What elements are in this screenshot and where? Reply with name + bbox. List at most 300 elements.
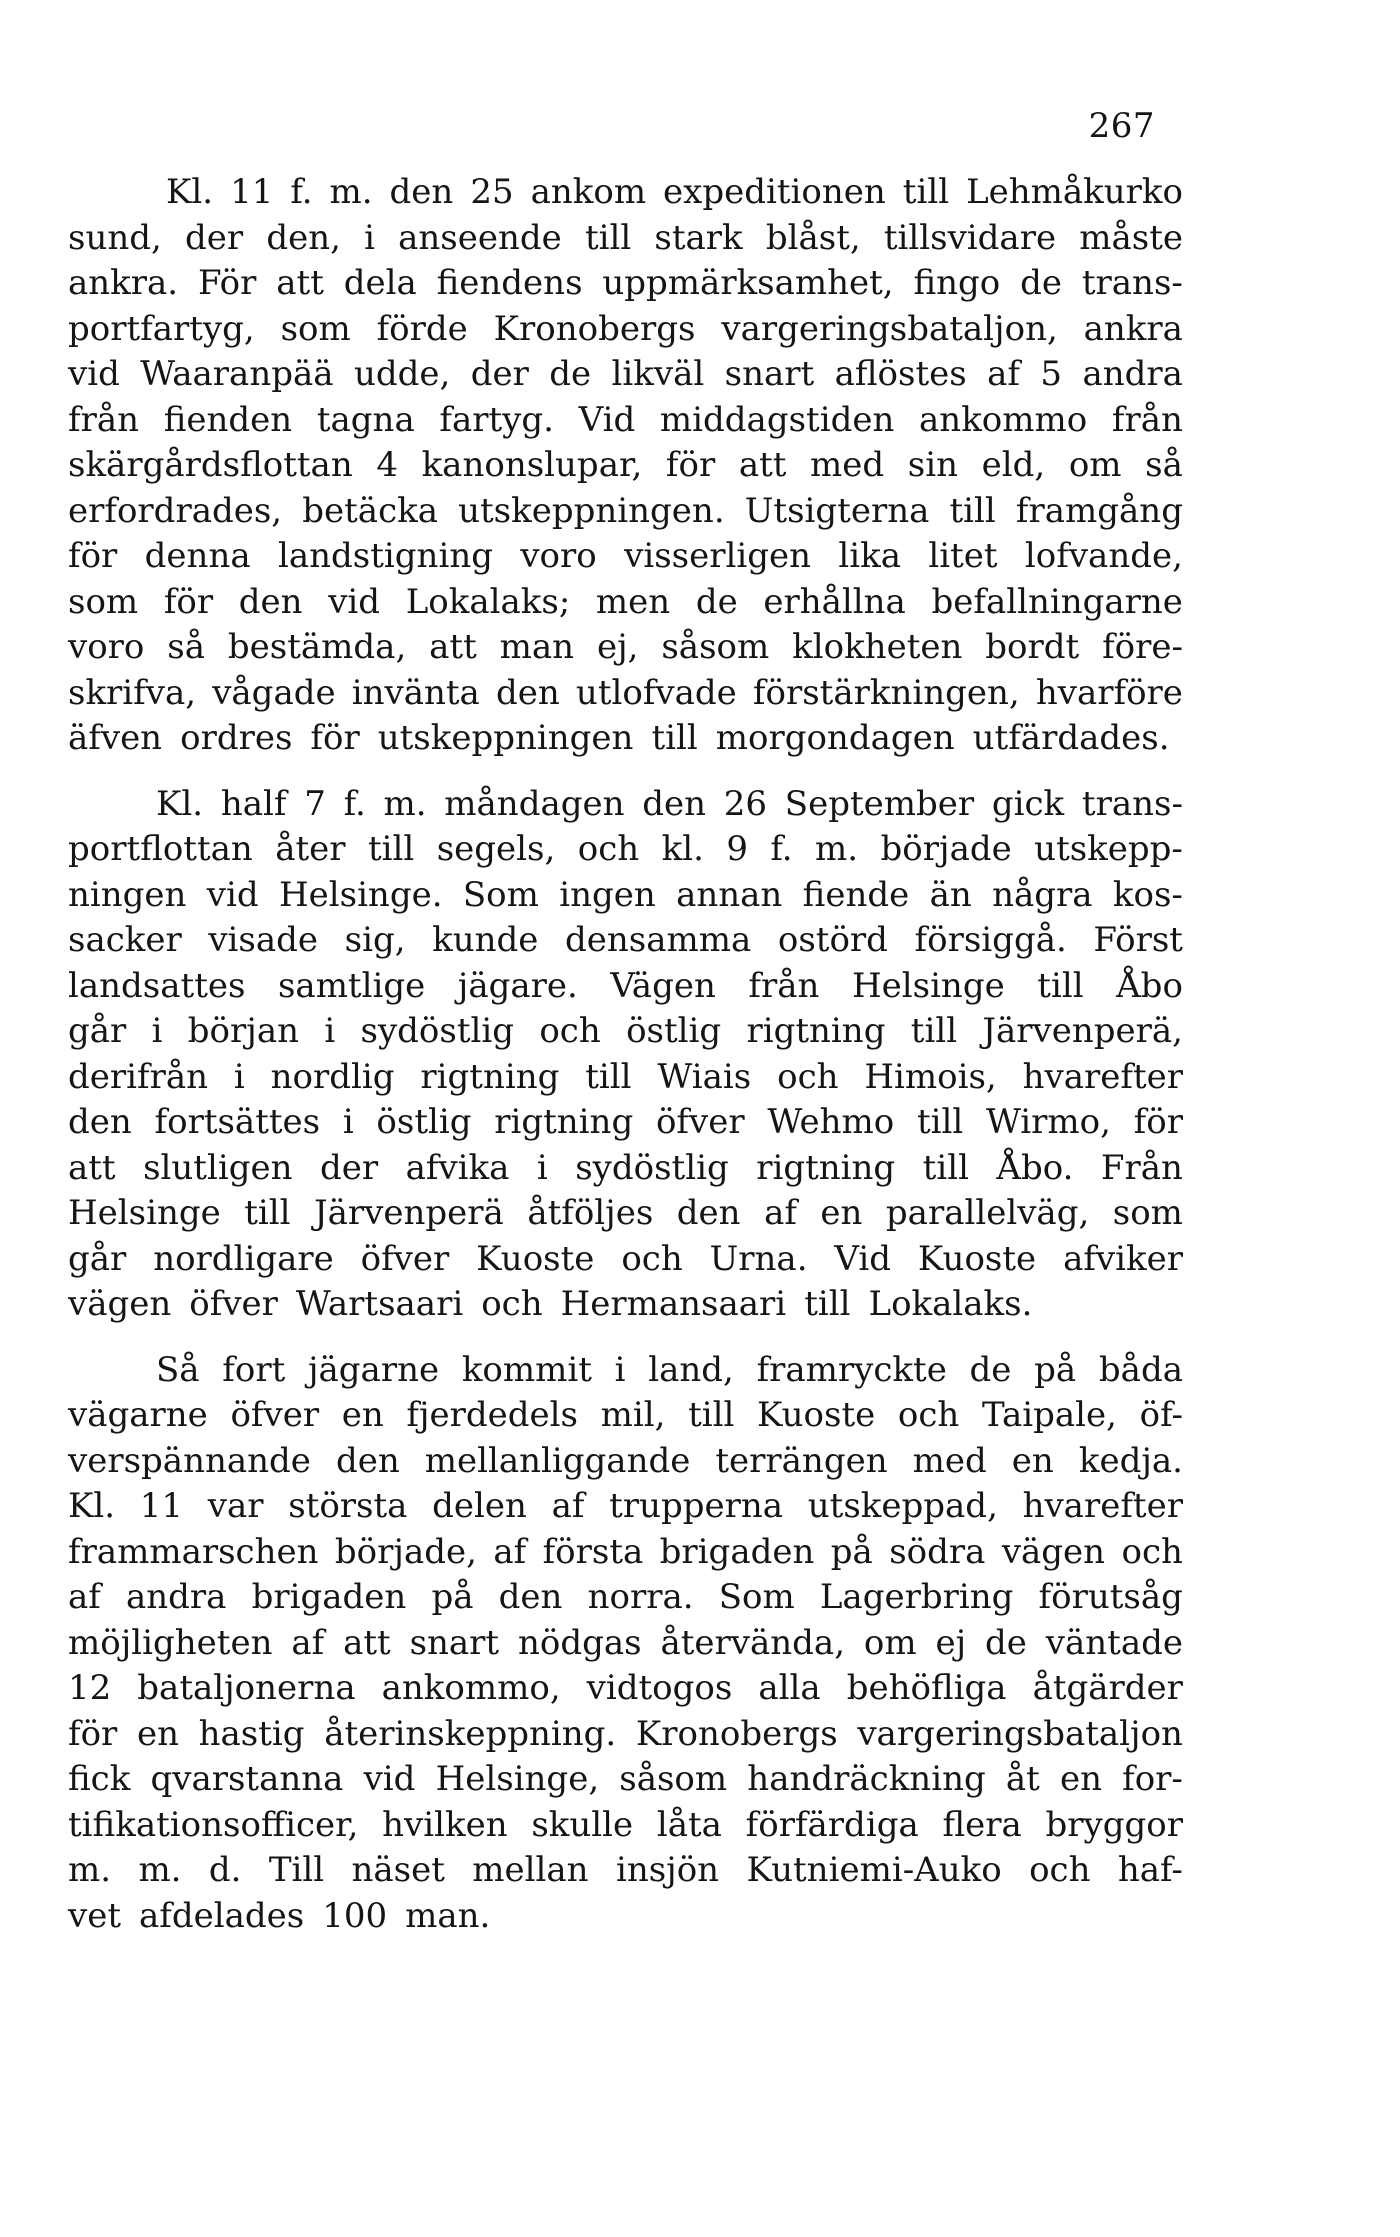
word: landstigning	[277, 536, 493, 576]
word: hastig	[198, 1713, 305, 1754]
text-line	[68, 1100, 1183, 1146]
word: sin	[907, 445, 959, 485]
word: möjligheten	[68, 1622, 273, 1663]
word: en	[341, 1395, 384, 1435]
word: udde,	[353, 354, 451, 394]
word: Helsinge,	[435, 1759, 600, 1799]
word: Lagerbring	[819, 1577, 1014, 1617]
word: erfordrades,	[68, 490, 283, 531]
word: för	[1133, 1102, 1183, 1142]
word: en	[136, 1713, 179, 1754]
word: en	[820, 1193, 863, 1233]
word: äfven	[68, 718, 163, 758]
word: åtgärder	[1032, 1668, 1183, 1708]
word: ankra.	[68, 263, 179, 303]
word: fort	[222, 1349, 286, 1390]
word: Kl.	[156, 783, 204, 824]
word: vägen	[68, 1284, 172, 1324]
word: försiggå.	[914, 920, 1067, 960]
word: Järvenperä,	[982, 1011, 1183, 1051]
word: öfver	[360, 1238, 450, 1279]
word: 5	[1040, 354, 1063, 394]
word: litet	[928, 536, 998, 576]
word: måste	[1079, 217, 1183, 258]
text-line	[68, 1712, 1183, 1758]
word: afvika	[405, 1147, 510, 1188]
word: f.	[343, 783, 366, 824]
word: Wirmo,	[985, 1102, 1111, 1142]
word: annan	[676, 874, 783, 915]
word: nödgas	[517, 1622, 642, 1663]
word: Helsinge	[68, 1193, 221, 1233]
word: bestämda,	[227, 627, 407, 667]
word: blåst,	[765, 217, 861, 258]
word: och	[1029, 1850, 1091, 1890]
word: Kl.	[166, 172, 214, 212]
text-line	[68, 1894, 1183, 1940]
text-line	[68, 1282, 1183, 1328]
paragraph	[68, 170, 1183, 762]
word: och	[1121, 1531, 1183, 1572]
text-line	[68, 1191, 1183, 1237]
word: Hermansaari	[560, 1284, 787, 1324]
word: för	[665, 445, 716, 485]
word: 9	[726, 829, 748, 869]
word: den	[498, 1577, 563, 1617]
word: näset	[351, 1850, 445, 1890]
word: till	[584, 217, 632, 258]
word: de	[1020, 263, 1063, 303]
word: på	[1034, 1349, 1077, 1390]
word: från	[68, 399, 140, 440]
word: likväl	[611, 354, 705, 394]
word: fjerdedels	[406, 1395, 578, 1435]
word: utfärdades.	[972, 718, 1170, 758]
word: den	[495, 672, 560, 713]
word: den	[676, 1193, 741, 1233]
text-line	[68, 1848, 1183, 1894]
word: förstärkningen,	[752, 672, 1020, 713]
word: hvarefter	[1022, 1486, 1183, 1526]
text-line	[68, 671, 1183, 717]
word: tillsvidare	[883, 217, 1057, 258]
word: mellan	[472, 1850, 589, 1890]
word: visade	[208, 920, 319, 960]
word: Lehmåkurko	[966, 172, 1183, 212]
word: fingo	[913, 263, 1001, 303]
word: tagna	[316, 399, 415, 440]
word: lika	[838, 536, 901, 576]
word: m.	[138, 1850, 182, 1890]
word: så	[1145, 445, 1183, 485]
word: för	[163, 581, 214, 622]
word: började,	[334, 1531, 477, 1572]
word: till	[244, 1193, 291, 1233]
word: återvända,	[660, 1622, 846, 1663]
text-line	[68, 261, 1183, 307]
word: vet	[68, 1895, 121, 1936]
text-line	[68, 716, 1183, 762]
word: till	[1037, 965, 1084, 1006]
word: Wartsaari	[295, 1284, 464, 1324]
word: Wiais	[657, 1056, 752, 1097]
text-line	[68, 1803, 1183, 1849]
word: vågade	[212, 672, 336, 713]
word: om	[1068, 445, 1122, 485]
word: på	[830, 1531, 873, 1572]
word: Så	[156, 1349, 200, 1390]
text-line	[68, 216, 1183, 262]
word: jägare.	[457, 965, 578, 1006]
word: delen	[432, 1486, 527, 1526]
word: fiendens	[436, 263, 583, 303]
word: på	[431, 1577, 474, 1617]
word: till	[804, 1284, 851, 1324]
word: i	[364, 217, 375, 258]
word: m.	[815, 829, 859, 869]
word: några	[992, 874, 1093, 915]
word: for-	[1122, 1759, 1183, 1799]
word: som	[1112, 1193, 1183, 1233]
word: snart	[409, 1622, 500, 1663]
word: och	[777, 1056, 839, 1097]
word: land,	[648, 1349, 734, 1390]
word: Åbo	[1116, 965, 1183, 1006]
word: en	[1011, 1440, 1054, 1481]
word: vargeringsbataljon	[857, 1713, 1183, 1754]
word: dela	[343, 263, 417, 303]
word: f.	[290, 172, 313, 212]
text-line	[68, 398, 1183, 444]
word: vägarne	[68, 1395, 208, 1435]
word: af	[291, 1622, 325, 1663]
paragraph	[68, 782, 1183, 1328]
word: de	[985, 1622, 1027, 1663]
word: än	[929, 874, 972, 915]
word: fiende	[802, 874, 910, 915]
word: 25	[470, 172, 514, 212]
text-line	[68, 352, 1183, 398]
word: trans-	[1081, 783, 1183, 824]
word: Taipale,	[981, 1395, 1117, 1435]
word: kos-	[1112, 874, 1183, 915]
word: nordlig	[270, 1056, 395, 1097]
word: Vid	[578, 399, 636, 440]
text-line	[68, 873, 1183, 919]
word: hvilken	[382, 1804, 508, 1845]
word: den	[238, 581, 303, 622]
word: befallningarne	[931, 581, 1183, 622]
word: förde	[376, 308, 468, 349]
word: terrängen	[715, 1440, 888, 1481]
word: för	[68, 1713, 118, 1754]
word: slutligen	[143, 1147, 293, 1188]
word: parallelväg,	[885, 1193, 1090, 1233]
word: och	[897, 1395, 960, 1435]
word: man	[499, 627, 575, 667]
word: att	[429, 627, 477, 667]
word: erhållna	[763, 581, 906, 622]
word: eld,	[981, 445, 1046, 485]
word: insjön	[615, 1850, 720, 1890]
word: alla	[758, 1668, 821, 1708]
text-line	[68, 625, 1183, 671]
word: fartyg.	[439, 399, 554, 440]
word: måndagen	[444, 783, 625, 824]
word: i	[233, 1056, 245, 1097]
text-line	[68, 1621, 1183, 1667]
word: haf-	[1117, 1850, 1183, 1890]
word: af	[68, 1577, 101, 1617]
word: återinskeppning.	[324, 1713, 617, 1754]
word: m.	[329, 172, 373, 212]
word: fortsättes	[154, 1102, 321, 1142]
word: ordres	[180, 718, 293, 758]
word: mil,	[600, 1395, 666, 1435]
word: trans-	[1081, 263, 1183, 303]
text-line	[68, 1666, 1183, 1712]
word: att	[68, 1147, 116, 1188]
word: 7	[304, 783, 326, 824]
text-line	[68, 1439, 1183, 1485]
word: rigtning	[494, 1102, 634, 1142]
word: början	[187, 1011, 299, 1051]
word: Lokalaks;	[405, 581, 571, 622]
word: uppmärksamhet,	[602, 263, 894, 303]
word: kunde	[432, 920, 539, 960]
word: såsom	[661, 627, 770, 667]
word: den	[389, 172, 454, 212]
word: afviker	[1063, 1238, 1183, 1279]
word: Kronobergs	[635, 1713, 838, 1754]
word: Waaranpää	[140, 354, 334, 394]
word: mellanliggande	[424, 1440, 691, 1481]
word: Kl.	[68, 1486, 116, 1526]
word: middagstiden	[659, 399, 895, 440]
word: södra	[889, 1531, 986, 1572]
word: betäcka	[302, 490, 438, 531]
word: frammarschen	[68, 1531, 319, 1572]
word: till	[949, 490, 996, 531]
text-line	[68, 1348, 1183, 1394]
word: invänta	[351, 672, 480, 713]
word: till	[688, 1395, 735, 1435]
word: med	[810, 445, 885, 485]
word: som	[280, 308, 351, 349]
word: sydöstlig	[360, 1011, 515, 1051]
word: skulle	[531, 1804, 634, 1845]
word: utskeppningen	[377, 718, 634, 758]
word: kommit	[461, 1349, 592, 1390]
word: Från	[1100, 1147, 1183, 1188]
word: Först	[1093, 920, 1183, 960]
word: gick	[991, 783, 1065, 824]
word: man.	[405, 1895, 491, 1936]
word: en	[1059, 1759, 1102, 1799]
word: så	[167, 627, 206, 667]
word: och	[539, 1011, 601, 1051]
word: utskepp-	[1034, 829, 1183, 869]
text-line	[68, 1237, 1183, 1283]
word: östlig	[376, 1102, 472, 1142]
word: framgång	[1015, 490, 1183, 531]
word: stark	[654, 217, 743, 258]
text-line	[68, 782, 1183, 828]
text-line	[68, 170, 1183, 216]
word: till	[902, 172, 950, 212]
text-line	[68, 534, 1183, 580]
word: qvarstanna	[150, 1759, 344, 1799]
word: väntade	[1045, 1622, 1183, 1663]
word: m.	[383, 783, 427, 824]
body-text	[68, 170, 1183, 1959]
word: till	[910, 1011, 958, 1051]
word: i	[536, 1147, 548, 1188]
word: utlofvade	[575, 672, 737, 713]
word: Utsigterna	[744, 490, 930, 531]
word: d.	[208, 1850, 242, 1890]
word: att	[276, 263, 324, 303]
word: voro	[68, 627, 145, 667]
word: den	[642, 783, 707, 824]
word: och	[621, 1238, 683, 1279]
word: utskeppad,	[807, 1486, 998, 1526]
word: i	[614, 1349, 626, 1390]
word: fienden	[163, 399, 293, 440]
word: och	[481, 1284, 543, 1324]
word: öfver	[655, 1102, 745, 1142]
word: den	[335, 1440, 400, 1481]
word: skrifva,	[68, 672, 197, 713]
word: framryckte	[756, 1349, 947, 1390]
word: sig,	[344, 920, 406, 960]
word: åt	[1005, 1759, 1040, 1799]
word: brigaden	[659, 1531, 815, 1572]
word: Kuoste	[917, 1238, 1037, 1279]
word: norra.	[587, 1577, 694, 1617]
word: ankommo	[919, 399, 1088, 440]
word: trupperna	[609, 1486, 784, 1526]
word: för	[68, 536, 118, 576]
word: brigaden	[251, 1577, 407, 1617]
word: rigtning	[420, 1056, 560, 1097]
text-line	[68, 489, 1183, 535]
word: Helsinge.	[278, 874, 443, 915]
word: de	[549, 354, 592, 394]
page-number: 267	[1088, 106, 1155, 146]
word: ingen	[559, 874, 656, 915]
word: låta	[656, 1804, 722, 1845]
word: portfartyg,	[68, 308, 255, 349]
word: behöfliga	[846, 1668, 1007, 1708]
word: visserligen	[624, 536, 811, 576]
word: af	[551, 1486, 585, 1526]
word: Åbo.	[996, 1147, 1074, 1188]
word: ankra	[1083, 308, 1183, 349]
word: vid	[363, 1759, 416, 1799]
word: hvarföre	[1035, 672, 1183, 713]
word: kanonslupar,	[421, 445, 643, 485]
word: åtföljes	[527, 1193, 654, 1233]
word: ankommo,	[381, 1668, 561, 1708]
word: de	[695, 581, 738, 622]
word: största	[288, 1486, 408, 1526]
word: hvarefter	[1022, 1056, 1183, 1097]
word: Wehmo	[767, 1102, 895, 1142]
word: 26	[723, 783, 768, 824]
word: som	[68, 581, 139, 622]
word: båda	[1098, 1349, 1183, 1390]
word: utskeppningen.	[458, 490, 725, 531]
word: till	[651, 718, 698, 758]
text-line	[68, 443, 1183, 489]
word: f.	[770, 829, 793, 869]
word: såsom	[619, 1759, 728, 1799]
text-line	[68, 1009, 1183, 1055]
word: före-	[1102, 627, 1183, 667]
word: Helsinge	[851, 965, 1005, 1006]
text-line	[68, 1530, 1183, 1576]
word: der	[470, 354, 529, 394]
word: östlig	[626, 1011, 722, 1051]
word: bryggor	[1045, 1804, 1183, 1845]
word: 11	[230, 172, 274, 212]
word: förutsåg	[1038, 1577, 1183, 1617]
word: Kutniemi-Auko	[746, 1850, 1002, 1890]
word: Lokalaks.	[868, 1284, 1033, 1324]
word: vidtogos	[586, 1668, 733, 1708]
word: anseende	[398, 217, 562, 258]
word: Som	[718, 1577, 795, 1617]
word: ej	[935, 1622, 967, 1663]
word: går	[68, 1238, 127, 1279]
word: För	[197, 263, 257, 303]
word: öf-	[1139, 1395, 1183, 1435]
word: af	[987, 354, 1020, 394]
word: går	[68, 1011, 127, 1051]
word: kl.	[661, 829, 704, 869]
word: i	[324, 1011, 336, 1051]
text-line	[68, 918, 1183, 964]
word: denna	[144, 536, 251, 576]
word: morgondagen	[715, 718, 955, 758]
word: der	[185, 217, 244, 258]
word: och	[577, 829, 640, 869]
word: Kuoste	[757, 1395, 876, 1435]
word: i	[342, 1102, 354, 1142]
word: om	[863, 1622, 917, 1663]
word: vargeringsbataljon,	[721, 308, 1058, 349]
word: ankom	[530, 172, 647, 212]
word: Till	[268, 1850, 325, 1890]
word: ningen	[68, 874, 187, 915]
word: af	[493, 1531, 527, 1572]
word: men	[595, 581, 671, 622]
word: tifikationsofficer,	[68, 1804, 359, 1845]
word: till	[916, 1102, 964, 1142]
text-line	[68, 827, 1183, 873]
word: kedja.	[1078, 1440, 1183, 1481]
word: snart	[724, 354, 815, 394]
word: Järvenperä	[314, 1193, 504, 1233]
text-line	[68, 1757, 1183, 1803]
text-line	[68, 1575, 1183, 1621]
word: sydöstlig	[575, 1147, 729, 1188]
word: vid	[328, 581, 381, 622]
word: flera	[942, 1804, 1022, 1845]
word: der	[319, 1147, 379, 1188]
word: bordt	[985, 627, 1080, 667]
